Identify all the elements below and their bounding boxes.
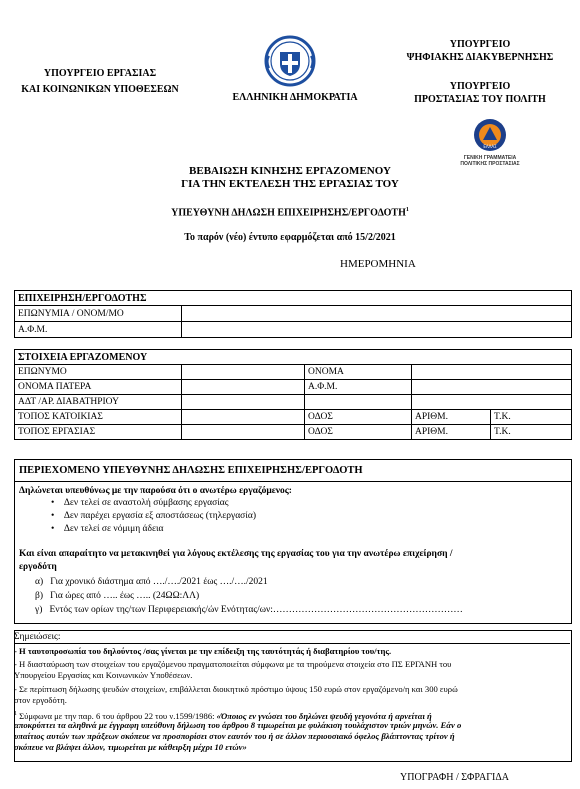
work-number-label: ΑΡΙΘΜ. [412,425,491,440]
ministry-labour-header: ΥΠΟΥΡΓΕΙΟ ΕΡΓΑΣΙΑΣ ΚΑΙ ΚΟΙΝΩΝΙΚΩΝ ΥΠΟΘΕΣΕΩΝ [21,68,179,95]
footnote-line1: $^1$ Σύμφωνα με την παρ. 6 του άρθρου 22 του ν.1599/1986: «Όποιος εν γνώσει του δηλώνει ψευδή γεγονότα ή αρνείται ή [14,710,432,721]
doc-title-line1: ΒΕΒΑΙΩΣΗ ΚΙΝΗΣΗΣ ΕΡΓΑΖΟΜΕΝΟΥ [189,165,391,177]
ministry-digital-header: ΥΠΟΥΡΓΕΙΟ ΨΗΦΙΑΚΗΣ ΔΙΑΚΥΒΕΡΝΗΣΗΣ [406,39,554,63]
civil-protection-icon [473,118,507,152]
hellenic-republic-label: ΕΛΛΗΝΙΚΗ ΔΗΜΟΚΡΑΤΙΑ [232,92,358,103]
father-name-label: ΟΝΟΜΑ ΠΑΤΕΡΑ [15,380,182,395]
greek-republic-seal-icon [263,34,317,88]
employee-table [14,349,572,440]
option-b[interactable]: β) Για ώρες από ….. έως ….. (24ΩΩ:ΛΛ) [35,591,200,601]
note-fine-2: στον εργοδότη. [14,695,67,705]
id-blank-cell-2[interactable] [412,395,572,410]
employer-table [14,290,572,338]
id-passport-label: ΑΔΤ /ΑΡ. ΔΙΑΒΑΤΗΡΙΟΥ [15,395,182,410]
bullet-leave: • Δεν τελεί σε νόμιμη άδεια [51,524,164,534]
home-number-label: ΑΡΙΘΜ. [412,410,491,425]
surname-field[interactable] [182,365,305,380]
option-c[interactable]: γ) Εντός των ορίων της/των Περιφερειακής/ών Ενότητας/ων:…………………………………………………… [35,605,463,615]
content-heading: ΠΕΡΙΕΧΟΜΕΝΟ ΥΠΕΥΘΥΝΗΣ ΔΗΛΩΣΗΣ ΕΠΙΧΕΙΡΗΣΗΣ/ΕΡΓΟΔΟΤΗ [15,460,571,482]
note-identity: - Η ταυτοπροσωπία του δηλούντος /σας γίνεται με την επίδειξη της ταυτότητάς ή διαβατηρίου του/της. [14,646,392,656]
footnote-line2: αποκρύπτει τα αληθινά με έγγραφη υπεύθυνη δήλωση του άρθρου 8 τιμωρείται με φυλάκιση τουλάχιστον τριών μηνών. Εάν ο [14,720,462,730]
employer-name-field[interactable] [182,306,572,322]
employee-heading: ΣΤΟΙΧΕΙΑ ΕΡΓΑΖΟΜΕΝΟΥ [15,350,572,365]
civil-protection-logo: ΕΛΛΑΣ ΓΕΝΙΚΗ ΓΡΑΜΜΑΤΕΙΑ ΠΟΛΙΤΙΚΗΣ ΠΡΟΣΤΑΣΙΑΣ [445,118,535,167]
note-ergani-2: Υπουργείου Εργασίας και Κοινωνικών Υποθέσεων. [14,670,193,680]
notes-divider [14,643,570,644]
signature-stamp-label: ΥΠΟΓΡΑΦΗ / ΣΦΡΑΓΙΔΑ [400,772,509,783]
employer-afm-field[interactable] [182,322,572,338]
work-place-label: ΤΟΠΟΣ ΕΡΓΑΣΙΑΣ [15,425,182,440]
ministry-citizen-protection-header: ΥΠΟΥΡΓΕΙΟ ΠΡΟΣΤΑΣΙΑΣ ΤΟΥ ΠΟΛΙΤΗ [414,81,546,105]
work-place-field[interactable] [182,425,305,440]
movement-text-2: εργοδότη [19,562,57,572]
employer-heading: ΕΠΙΧΕΙΡΗΣΗ/ΕΡΓΟΔΟΤΗΣ [15,291,572,306]
work-zip-label: Τ.Κ. [491,425,572,440]
logo-inner-text: ΕΛΛΑΣ [483,144,497,149]
home-street-label: ΟΔΟΣ [305,410,412,425]
home-zip-label: Τ.Κ. [491,410,572,425]
footnote-line3: υπαίτιος αυτών των πράξεων σκόπευε να προσπορίσει στον εαυτόν του ή σε άλλον περιουσιακό όφελος βλάπτοντας τρίτον ή [14,731,455,741]
name-label: ΟΝΟΜΑ [305,365,412,380]
id-blank-cell[interactable] [305,395,412,410]
home-place-label: ΤΟΠΟΣ ΚΑΤΟΙΚΙΑΣ [15,410,182,425]
bullet-suspension: • Δεν τελεί σε αναστολή σύμβασης εργασίας [51,498,229,508]
declaration-content-box [14,459,572,624]
movement-text-1: Και είναι απαραίτητο να μετακινηθεί για λόγους εκτέλεσης της εργασίας του για την ανωτέρω επιχείρηση / [19,549,453,559]
home-place-field[interactable] [182,410,305,425]
name-field[interactable] [412,365,572,380]
id-passport-field[interactable] [182,395,305,410]
footnote-line4: σκόπευε να βλάψει άλλον, τιμωρείται με κάθειρξη μέχρι 10 ετών» [14,742,247,752]
bullet-telework: • Δεν παρέχει εργασία εξ αποστάσεως (τηλεργασία) [51,511,256,521]
doc-title-line2: ΓΙΑ ΤΗΝ ΕΚΤΕΛΕΣΗ ΤΗΣ ΕΡΓΑΣΙΑΣ ΤΟΥ [181,178,399,190]
effective-date-notice: Το παρόν (νέο) έντυπο εφαρμόζεται από 15/2/2021 [184,232,396,243]
doc-title-line3: ΥΠΕΥΘΥΝΗ ΔΗΛΩΣΗ ΕΠΙΧΕΙΡΗΣΗΣ/ΕΡΓΟΔΟΤΗ$^1$ [171,207,409,219]
father-name-field[interactable] [182,380,305,395]
employer-afm-label: Α.Φ.Μ. [15,322,182,338]
notes-heading: Σημειώσεις: [14,632,61,642]
surname-label: ΕΠΩΝΥΜΟ [15,365,182,380]
declare-text: Δηλώνεται υπευθύνως με την παρούσα ότι ο ανωτέρω εργαζόμενος: [19,486,292,496]
employee-afm-field[interactable] [412,380,572,395]
note-fine-1: - Σε περίπτωση δήλωσης ψευδών στοιχείων, επιβάλλεται διοικητικό πρόστιμο ύψους 150 ευρώ στον εργαζόμενο/η και 300 ευρώ [14,684,458,694]
employee-afm-label: Α.Φ.Μ. [305,380,412,395]
employer-name-label: ΕΠΩΝΥΜΙΑ / ΟΝΟΜ/ΜΟ [15,306,182,322]
date-label: ΗΜΕΡΟΜΗΝΙΑ [340,258,416,270]
option-a[interactable]: α) Για χρονικό διάστημα από …./…./2021 έως …./…./2021 [35,577,268,587]
work-street-label: ΟΔΟΣ [305,425,412,440]
note-ergani-1: - Η διασταύρωση των στοιχείων του εργαζόμενου πραγματοποιείται σύμφωνα με τα τηρούμενα στοιχεία στο ΠΣ ΕΡΓΑΝΗ του [14,659,452,669]
